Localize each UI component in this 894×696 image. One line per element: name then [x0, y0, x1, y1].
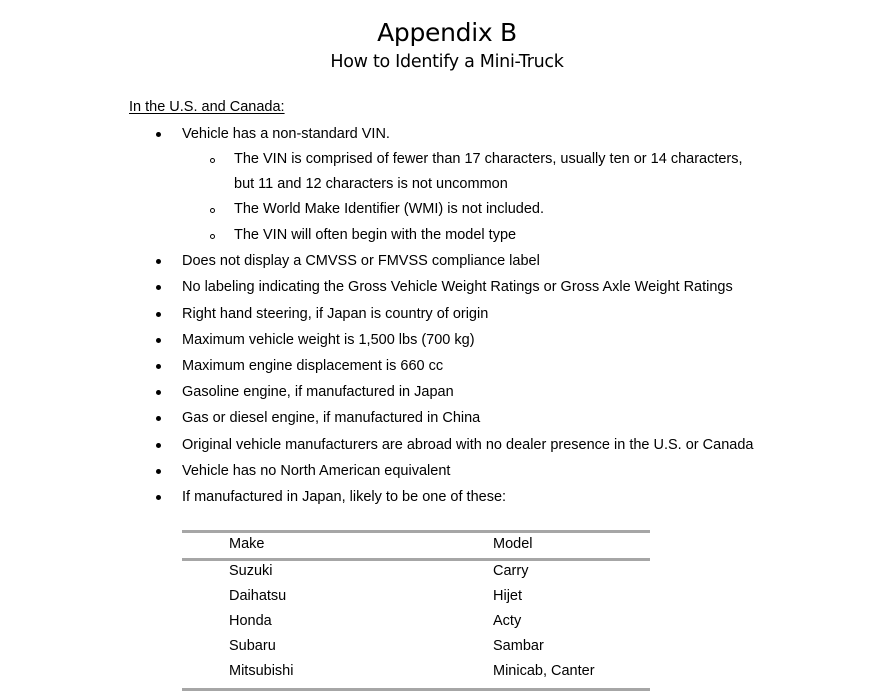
bullet-icon: [154, 305, 162, 323]
sub-list-item-text-continued: but 11 and 12 characters is not uncommon: [234, 176, 508, 192]
hollow-bullet-icon: [208, 150, 217, 168]
list-item-text: Maximum engine displacement is 660 cc: [182, 358, 444, 374]
list-item-text: No labeling indicating the Gross Vehicle Weight Ratings or Gross Axle Weight Ratings: [182, 279, 733, 295]
list-item-text: Does not display a CMVSS or FMVSS compliance label: [182, 253, 540, 269]
list-item-text: Right hand steering, if Japan is country of origin: [182, 306, 489, 322]
hollow-bullet-icon: [208, 200, 217, 218]
table-header-rule: [182, 558, 650, 561]
list-item-text: Vehicle has no North American equivalent: [182, 463, 451, 479]
table-cell-model: Acty: [493, 613, 522, 629]
table-cell-make: Suzuki: [229, 563, 273, 579]
table-cell-make: Mitsubishi: [229, 663, 294, 679]
bullet-icon: [154, 357, 162, 375]
table-cell-model: Hijet: [493, 588, 523, 604]
list-item-text: Vehicle has a non-standard VIN.: [182, 126, 390, 142]
list-item-text: Original vehicle manufacturers are abroad with no dealer presence in the U.S. or Canada: [182, 437, 754, 453]
list-item-text: If manufactured in Japan, likely to be one of these:: [182, 489, 507, 505]
bullet-icon: [154, 436, 162, 454]
bullet-icon: [154, 252, 162, 270]
bullet-icon: [154, 383, 162, 401]
bullet-icon: [154, 488, 162, 506]
section-heading: In the U.S. and Canada:: [129, 99, 285, 115]
list-item-text: Gasoline engine, if manufactured in Japan: [182, 384, 454, 400]
table-cell-model: Minicab, Canter: [493, 663, 595, 679]
bullet-icon: [154, 125, 162, 143]
page-title: Appendix B: [377, 18, 517, 47]
table-cell-make: Subaru: [229, 638, 276, 654]
table-top-rule: [182, 530, 650, 533]
table-cell-model: Carry: [493, 563, 529, 579]
table-bottom-rule: [182, 688, 650, 691]
bullet-icon: [154, 331, 162, 349]
bullet-icon: [154, 409, 162, 427]
page-subtitle: How to Identify a Mini-Truck: [330, 52, 564, 72]
list-item-text: Gas or diesel engine, if manufactured in China: [182, 410, 481, 426]
table-header-model: Model: [493, 536, 533, 552]
list-item-text: Maximum vehicle weight is 1,500 lbs (700 kg): [182, 332, 475, 348]
table-header-make: Make: [229, 536, 265, 552]
bullet-icon: [154, 462, 162, 480]
table-cell-make: Daihatsu: [229, 588, 287, 604]
hollow-bullet-icon: [208, 226, 217, 244]
bullet-icon: [154, 278, 162, 296]
sub-list-item-text: The VIN will often begin with the model type: [234, 227, 517, 243]
sub-list-item-text: The World Make Identifier (WMI) is not included.: [234, 201, 544, 217]
sub-list-item-text: The VIN is comprised of fewer than 17 characters, usually ten or 14 characters,: [234, 151, 743, 167]
table-cell-make: Honda: [229, 613, 272, 629]
table-cell-model: Sambar: [493, 638, 544, 654]
